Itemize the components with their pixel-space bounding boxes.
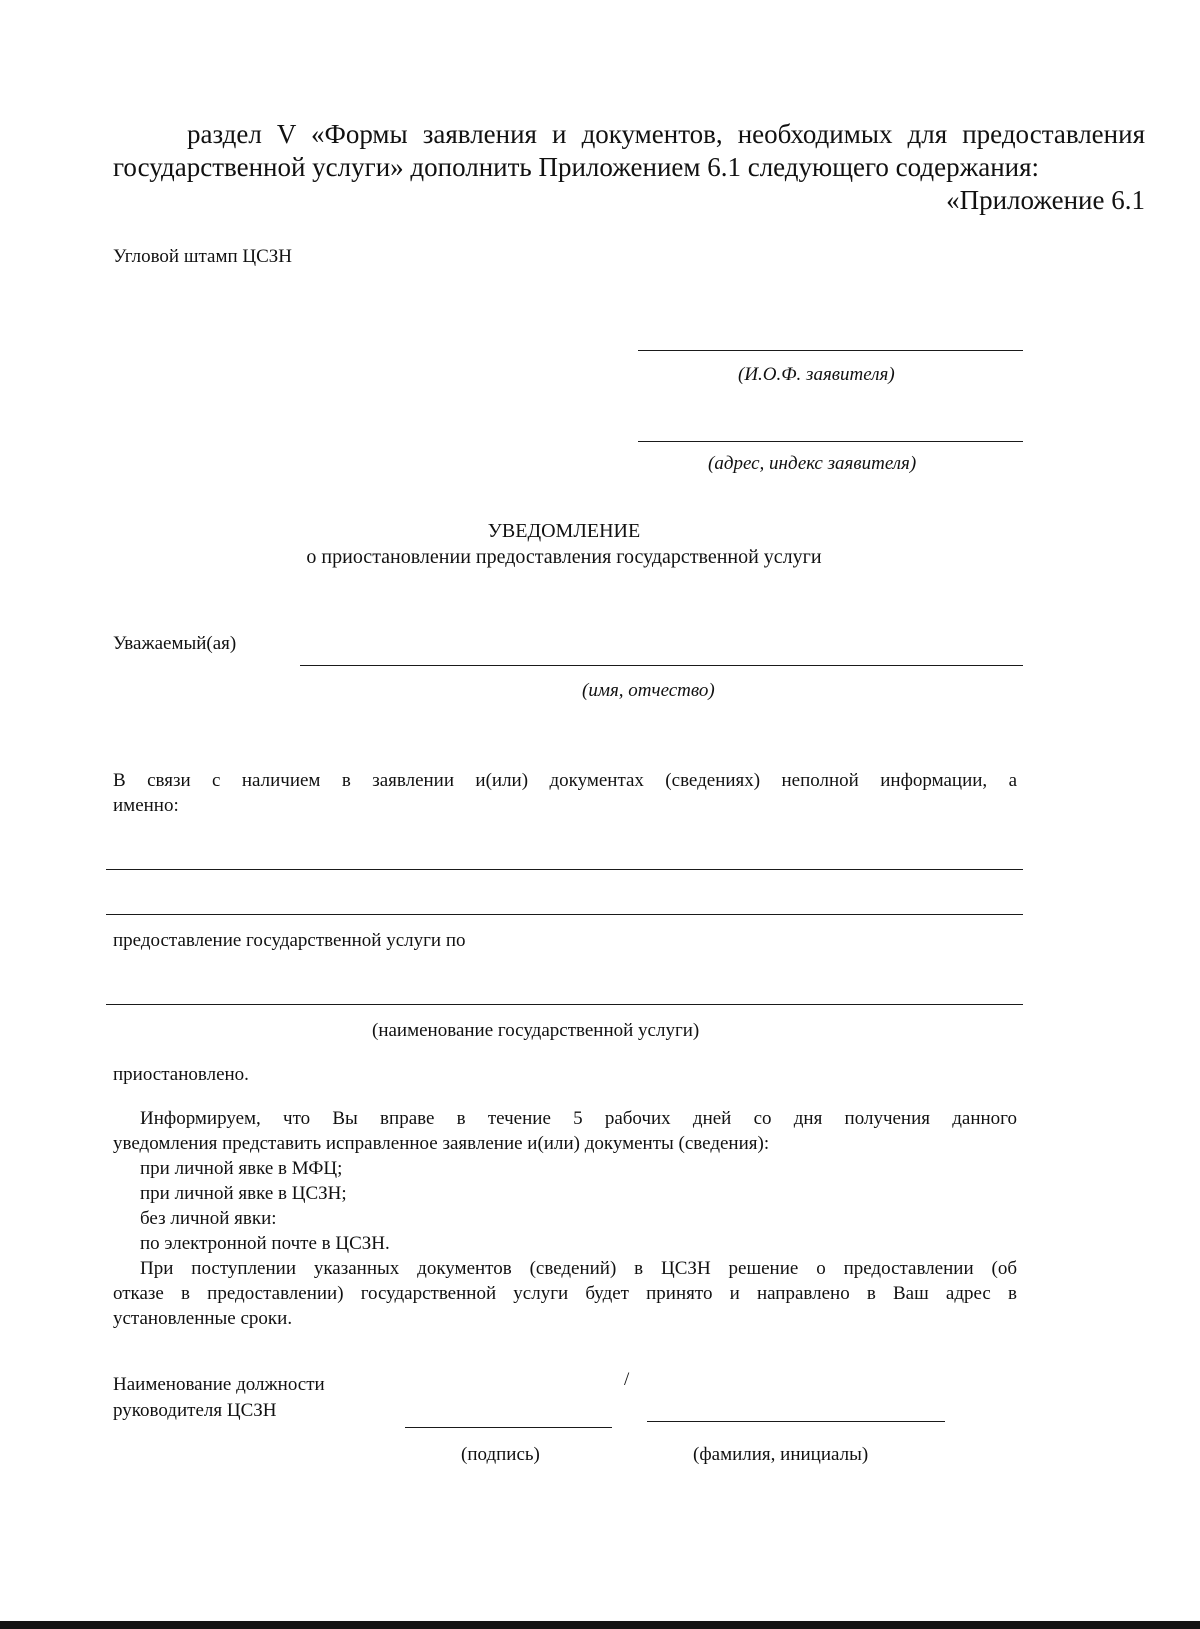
info-line: уведомления представить исправленное заявление и(или) документы (сведения): — [113, 1133, 770, 1154]
decision-line: установленные сроки. — [113, 1308, 293, 1329]
surname-initials-line — [647, 1421, 945, 1422]
applicant-name-caption: (И.О.Ф. заявителя) — [738, 364, 895, 385]
info-paragraph — [113, 1106, 1017, 1331]
intro-line: государственной услуги» дополнить Приложением 6.1 следующего содержания: — [113, 152, 1040, 182]
salutation-label: Уважаемый(ая) — [113, 633, 237, 654]
submission-option: при личной явке в ЦСЗН; — [140, 1183, 347, 1204]
position-title-line: руководителя ЦСЗН — [113, 1400, 277, 1421]
intro-line: раздел V «Формы заявления и документов, необходимых для предоставления — [187, 119, 1145, 149]
corner-stamp-label: Угловой штамп ЦСЗН — [113, 246, 293, 267]
service-label: предоставление государственной услуги по — [113, 930, 466, 951]
suspended-text: приостановлено. — [113, 1064, 249, 1085]
applicant-name-line — [638, 350, 1023, 351]
applicant-address-line — [638, 441, 1023, 442]
notice-title: УВЕДОМЛЕНИЕ — [487, 520, 641, 542]
signature-caption: (подпись) — [461, 1444, 540, 1465]
reason-line: именно: — [113, 795, 179, 816]
info-line: Информируем, что Вы вправе в течение 5 рабочих дней со дня получения данного — [140, 1108, 1017, 1129]
service-name-caption: (наименование государственной услуги) — [372, 1020, 700, 1041]
submission-option: при личной явке в МФЦ; — [140, 1158, 343, 1179]
submission-option: по электронной почте в ЦСЗН. — [140, 1233, 390, 1254]
salutation-line — [300, 665, 1023, 666]
appendix-label: «Приложение 6.1 — [946, 185, 1145, 215]
reason-paragraph — [113, 768, 1017, 818]
applicant-address-caption: (адрес, индекс заявителя) — [708, 453, 917, 474]
notice-subtitle: о приостановлении предоставления государственной услуги — [306, 546, 822, 568]
decision-line: отказе в предоставлении) государственной услуги будет принято и направлено в Ваш адрес в — [113, 1283, 1017, 1304]
reason-fill-line — [106, 869, 1023, 870]
signature-line — [405, 1427, 612, 1428]
surname-initials-caption: (фамилия, инициалы) — [693, 1444, 869, 1465]
reason-line: В связи с наличием в заявлении и(или) документах (сведениях) неполной информации, а — [113, 770, 1017, 791]
service-name-line — [106, 1004, 1023, 1005]
submission-option: без личной явки: — [140, 1208, 277, 1229]
salutation-caption: (имя, отчество) — [582, 680, 715, 701]
signature-separator: / — [624, 1369, 630, 1390]
intro-paragraph — [113, 118, 1145, 217]
decision-line: При поступлении указанных документов (сведений) в ЦСЗН решение о предоставлении (об — [140, 1258, 1017, 1279]
position-title-line: Наименование должности — [113, 1374, 325, 1395]
scan-edge — [0, 1621, 1200, 1629]
reason-fill-line — [106, 914, 1023, 915]
